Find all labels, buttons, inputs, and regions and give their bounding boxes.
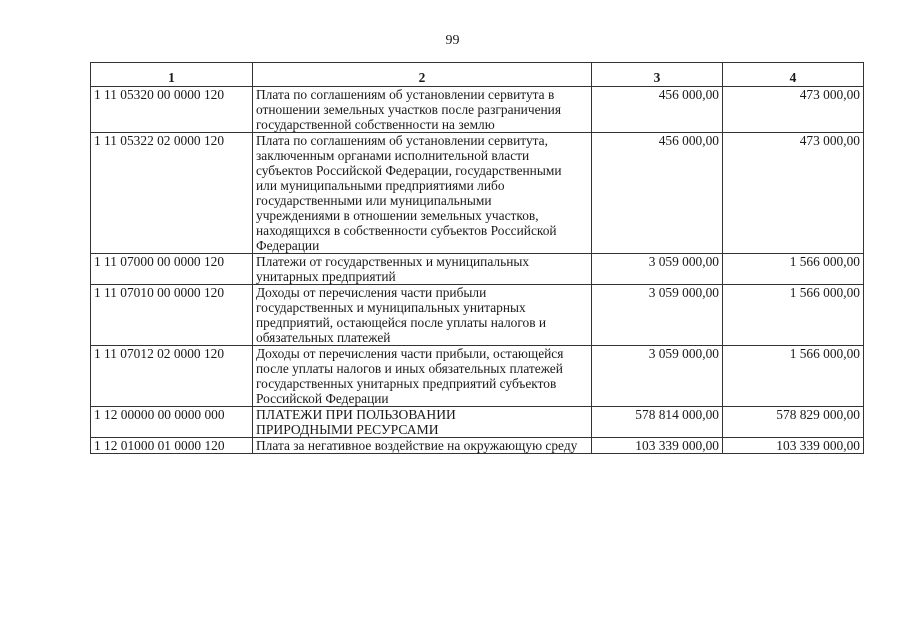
table-row [91, 285, 864, 346]
table-header-row [91, 63, 864, 87]
budget-code: 1 11 05322 02 0000 120 [91, 133, 253, 254]
table-row [91, 407, 864, 438]
income-name: Доходы от перечисления части прибыли, остающейся после уплаты налогов и иных обязательных платежей государственных унитарных предприятий субъектов Российской Федерации [253, 346, 592, 407]
budget-code: 1 11 05320 00 0000 120 [91, 87, 253, 133]
column-header-1: 1 [91, 63, 253, 87]
column-header-2: 2 [253, 63, 592, 87]
table-row [91, 438, 864, 454]
amount-col3: 3 059 000,00 [592, 285, 723, 346]
amount-col4: 473 000,00 [723, 133, 864, 254]
amount-col4: 473 000,00 [723, 87, 864, 133]
income-name: Платежи от государственных и муниципальных унитарных предприятий [253, 254, 592, 285]
amount-col4: 1 566 000,00 [723, 346, 864, 407]
income-name: Плата по соглашениям об установлении сервитута, заключенным органами исполнительной власти субъектов Российской Федерации, государственными или муниципальными предприятиями либо государственными или муниципальными учреждениями в отношении земельных участков, находящихся в собственности субъектов Российской Федерации [253, 133, 592, 254]
amount-col4: 1 566 000,00 [723, 285, 864, 346]
amount-col3: 578 814 000,00 [592, 407, 723, 438]
table-row [91, 254, 864, 285]
amount-col3: 3 059 000,00 [592, 346, 723, 407]
column-header-4: 4 [723, 63, 864, 87]
amount-col3: 103 339 000,00 [592, 438, 723, 454]
table-row [91, 346, 864, 407]
budget-code: 1 11 07010 00 0000 120 [91, 285, 253, 346]
page-number: 99 [445, 33, 460, 48]
table-row [91, 133, 864, 254]
amount-col4: 103 339 000,00 [723, 438, 864, 454]
amount-col3: 456 000,00 [592, 133, 723, 254]
column-header-3: 3 [592, 63, 723, 87]
income-name: Доходы от перечисления части прибыли государственных и муниципальных унитарных предприятий, остающейся после уплаты налогов и обязательных платежей [253, 285, 592, 346]
income-name: Плата по соглашениям об установлении сервитута в отношении земельных участков после разграничения государственной собственности на землю [253, 87, 592, 133]
amount-col4: 1 566 000,00 [723, 254, 864, 285]
budget-code: 1 12 00000 00 0000 000 [91, 407, 253, 438]
amount-col4: 578 829 000,00 [723, 407, 864, 438]
budget-code: 1 11 07012 02 0000 120 [91, 346, 253, 407]
income-name: ПЛАТЕЖИ ПРИ ПОЛЬЗОВАНИИ ПРИРОДНЫМИ РЕСУРСАМИ [253, 407, 592, 438]
table-row [91, 87, 864, 133]
budget-table [90, 62, 864, 454]
budget-code: 1 11 07000 00 0000 120 [91, 254, 253, 285]
amount-col3: 3 059 000,00 [592, 254, 723, 285]
income-name: Плата за негативное воздействие на окружающую среду [253, 438, 592, 454]
amount-col3: 456 000,00 [592, 87, 723, 133]
budget-code: 1 12 01000 01 0000 120 [91, 438, 253, 454]
